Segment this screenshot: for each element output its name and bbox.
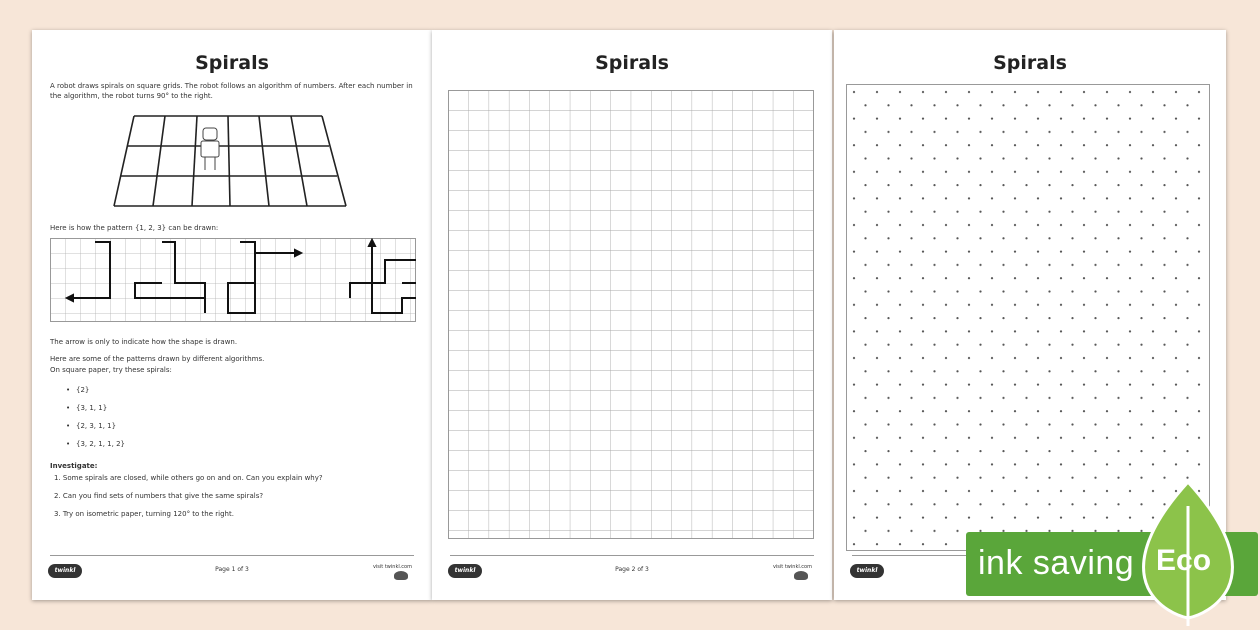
- footer-divider: [50, 555, 414, 556]
- page-title: Spirals: [595, 52, 669, 74]
- ink-saving-label: ink saving: [978, 544, 1135, 582]
- patterns-heading: Here are some of the patterns drawn by different algorithms.: [50, 355, 265, 363]
- twinkl-logo: twinkl: [48, 564, 82, 578]
- footer-link: visit twinkl.com: [772, 564, 812, 570]
- eco-label: Eco: [1156, 544, 1212, 577]
- investigate-heading: Investigate:: [50, 462, 98, 470]
- spiral-item: • {2}: [76, 386, 89, 394]
- mascot-icon: [394, 571, 408, 580]
- twinkl-logo: twinkl: [448, 564, 482, 578]
- page-title: Spirals: [195, 52, 269, 74]
- spiral-item: • {3, 2, 1, 1, 2}: [76, 440, 125, 448]
- robot-grid-illustration: [112, 114, 352, 210]
- investigate-item: 3. Try on isometric paper, turning 120° to the right.: [54, 510, 234, 518]
- page-number: Page 1 of 3: [215, 566, 249, 573]
- investigate-item: 2. Can you find sets of numbers that give the same spirals?: [54, 492, 264, 500]
- page-number: Page 2 of 3: [615, 566, 649, 573]
- spiral-pattern-grid: [50, 238, 416, 324]
- page-title: Spirals: [993, 52, 1067, 74]
- twinkl-logo: twinkl: [850, 564, 884, 578]
- spiral-item: • {2, 3, 1, 1}: [76, 422, 116, 430]
- worksheet-page-1: [32, 30, 432, 600]
- robot-figure: [201, 128, 219, 170]
- footer-divider: [450, 555, 814, 556]
- pattern-heading: Here is how the pattern {1, 2, 3} can be drawn:: [50, 224, 219, 232]
- arrow-note: The arrow is only to indicate how the shape is drawn.: [50, 338, 238, 346]
- footer-link: visit twinkl.com: [372, 564, 412, 570]
- worksheet-page-2: [432, 30, 832, 600]
- intro-text: A robot draws spirals on square grids. The robot follows an algorithm of numbers. After each number in the algorithm, the robot turns 90° to the right.: [50, 82, 413, 100]
- square-grid-paper: [448, 90, 814, 540]
- mascot-icon: [794, 571, 808, 580]
- spiral-item: • {3, 1, 1}: [76, 404, 107, 412]
- try-heading: On square paper, try these spirals:: [50, 366, 172, 374]
- investigate-item: 1. Some spirals are closed, while others go on and on. Can you explain why?: [54, 474, 323, 482]
